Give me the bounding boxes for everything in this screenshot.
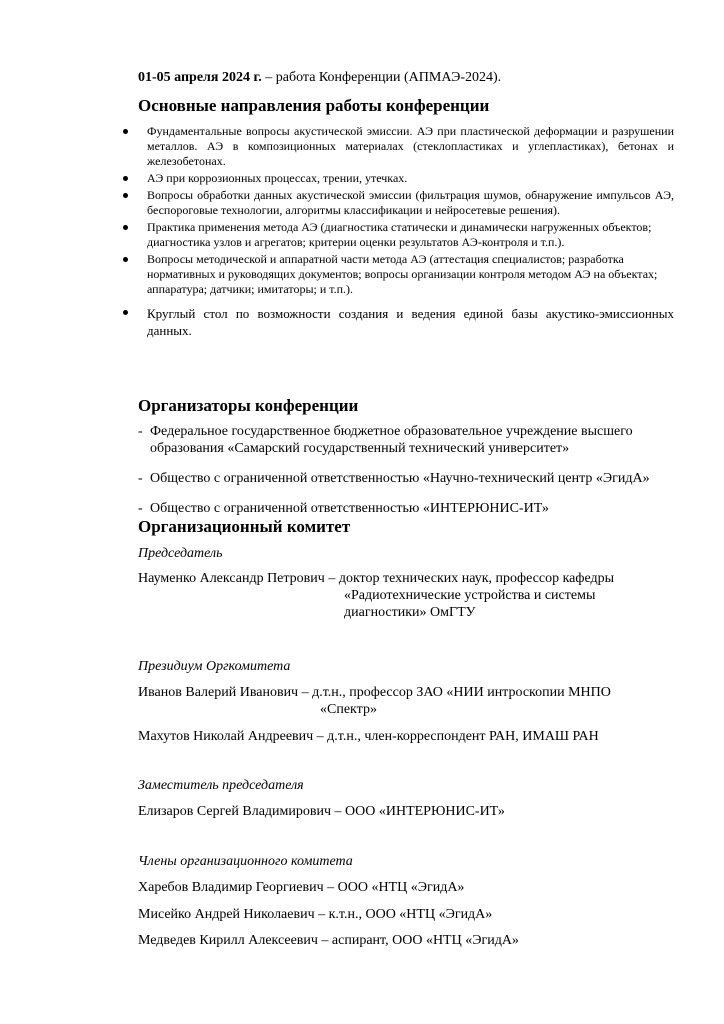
deputy-role: Заместитель председателя — [138, 778, 304, 793]
bullet-icon — [123, 129, 128, 134]
list-item: Фундаментальные вопросы акустической эмиссии. АЭ при пластической деформации и разрушении металлов. АЭ в композиционных материалах (стеклопластиках и углепластиках), бетонах и железобетонах. — [118, 124, 674, 169]
presidium-member: Махутов Николай Андреевич – д.т.н., член-корреспондент РАН, ИМАШ РАН — [138, 729, 599, 744]
list-item: - Федеральное государственное бюджетное образовательное учреждение высшего образования «Самарский государственный технический университет» — [138, 424, 633, 456]
deputy-entry: Елизаров Сергей Владимирович – ООО «ИНТЕРЮНИС-ИТ» — [138, 804, 505, 819]
committee-member: Мисейко Андрей Николаевич – к.т.н., ООО «НТЦ «ЭгидА» — [138, 907, 493, 922]
bullet-icon — [123, 193, 128, 198]
dates-bold: 01-05 апреля 2024 г. — [138, 70, 262, 85]
committee-heading: Организационный комитет — [138, 517, 351, 536]
dates-text: – работа Конференции (АПМАЭ-2024). — [261, 70, 502, 85]
list-item: АЭ при коррозионных процессах, трении, утечках. — [118, 171, 674, 186]
chair-entry: Науменко Александр Петрович – доктор технических наук, профессор кафедры «Радиотехнические устройства и системы диагностики» ОмГТУ — [138, 571, 615, 620]
organizers-heading: Организаторы конференции — [138, 396, 359, 415]
list-item: Вопросы обработки данных акустической эмиссии (фильтрация шумов, обнаружение импульсов АЭ, беспороговые технологии, алгоритмы классификации и нейросетевые решения). — [118, 188, 674, 218]
dash-marker: - — [138, 424, 143, 439]
directions-list — [118, 124, 674, 341]
organizers-list — [138, 423, 683, 530]
list-item: Круглый стол по возможности создания и ведения единой базы акустико-эмиссионных данных. — [118, 305, 674, 339]
conference-dates — [138, 70, 501, 86]
directions-heading: Основные направления работы конференции — [138, 96, 490, 115]
list-item: - Общество с ограниченной ответственностью «ИНТЕРЮНИС-ИТ» — [138, 501, 549, 516]
bullet-icon — [123, 225, 128, 230]
list-item: Практика применения метода АЭ (диагностика статически и динамически нагруженных объектов; диагностика узлов и агрегатов; критерии оценки результатов АЭ-контроля и т.п.). — [118, 220, 674, 250]
list-item: - Общество с ограниченной ответственностью «Научно-технический центр «ЭгидА» — [138, 471, 650, 486]
presidium-member: Иванов Валерий Иванович – д.т.н., профессор ЗАО «НИИ интроскопии МНПО «Спектр» — [138, 685, 611, 717]
bullet-icon — [123, 176, 128, 181]
dash-marker: - — [138, 501, 143, 516]
committee-member: Харебов Владимир Георгиевич – ООО «НТЦ «ЭгидА» — [138, 880, 465, 895]
list-item: Вопросы методической и аппаратной части метода АЭ (аттестация специалистов; разработка нормативных и руководящих документов; вопросы организации контроля методом АЭ на объектах; аппаратура; датчики; имитаторы; и т.п.). — [118, 252, 674, 297]
members-role: Члены организационного комитета — [138, 854, 353, 869]
presidium-role: Президиум Оргкомитета — [138, 659, 291, 674]
dash-marker: - — [138, 471, 143, 486]
chair-role: Председатель — [138, 546, 223, 561]
committee-member: Медведев Кирилл Алексеевич – аспирант, ООО «НТЦ «ЭгидА» — [138, 933, 519, 948]
bullet-icon — [123, 257, 128, 262]
bullet-icon — [123, 310, 128, 315]
